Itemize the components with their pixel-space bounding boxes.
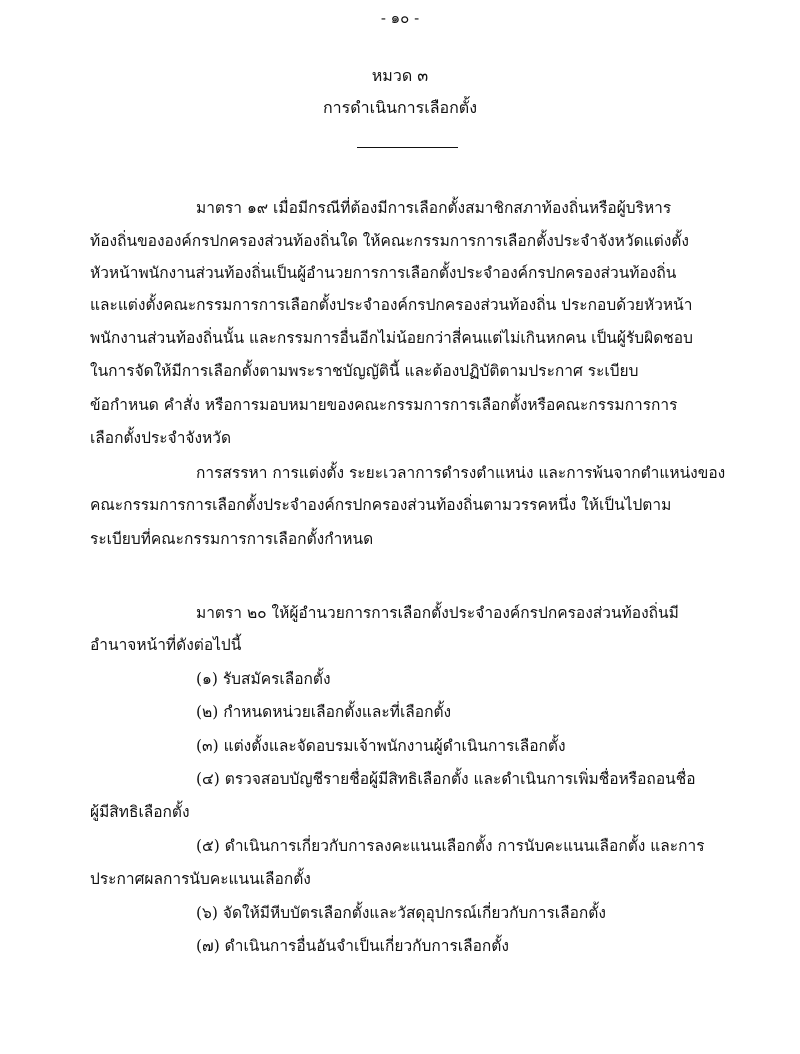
section-19-line: หัวหน้าพนักงานส่วนท้องถิ่นเป็นผู้อำนวยการการเลือกตั้งประจำองค์กรปกครองส่วนท้องถิ่น (90, 264, 677, 282)
section-20-line: อำนาจหน้าที่ดังต่อไปนี้ (90, 636, 242, 654)
chapter-subtitle: การดำเนินการเลือกตั้ง (322, 98, 478, 117)
section-19-line: มาตรา ๑๙ เมื่อมีกรณีที่ต้องมีการเลือกตั้งสมาชิกสภาท้องถิ่นหรือผู้บริหาร (196, 199, 672, 217)
section-19-line: ข้อกำหนด คำสั่ง หรือการมอบหมายของคณะกรรมการการเลือกตั้งหรือคณะกรรมการการ (90, 396, 678, 414)
section-19-line: และแต่งตั้งคณะกรรมการการเลือกตั้งประจำองค์กรปกครองส่วนท้องถิ่น ประกอบด้วยหัวหน้า (90, 296, 693, 314)
list-item: (๔) ตรวจสอบบัญชีรายชื่อผู้มีสิทธิเลือกตั้ง และดำเนินการเพิ่มชื่อหรือถอนชื่อ (196, 770, 696, 788)
list-item-continuation: ประกาศผลการนับคะแนนเลือกตั้ง (90, 870, 311, 888)
page-number: - ๑๐ - (380, 9, 420, 27)
list-item: (๑) รับสมัครเลือกตั้ง (196, 670, 331, 688)
section-19-para2-line: ระเบียบที่คณะกรรมการการเลือกตั้งกำหนด (90, 530, 374, 548)
section-20-line: มาตรา ๒๐ ให้ผู้อำนวยการการเลือกตั้งประจำองค์กรปกครองส่วนท้องถิ่นมี (196, 604, 679, 622)
list-item-continuation: ผู้มีสิทธิเลือกตั้ง (90, 803, 190, 821)
section-19-line: ในการจัดให้มีการเลือกตั้งตามพระราชบัญญัตินี้ และต้องปฏิบัติตามประกาศ ระเบียบ (90, 362, 639, 380)
section-19-line: เลือกตั้งประจำจังหวัด (90, 429, 232, 447)
list-item: (๕) ดำเนินการเกี่ยวกับการลงคะแนนเลือกตั้ง การนับคะแนนเลือกตั้ง และการ (196, 837, 705, 855)
section-19-line: ท้องถิ่นขององค์กรปกครองส่วนท้องถิ่นใด ให้คณะกรรมการการเลือกตั้งประจำจังหวัดแต่งตั้ง (90, 232, 689, 250)
chapter-title: หมวด ๓ (371, 66, 429, 85)
section-19-para2-line: การสรรหา การแต่งตั้ง ระยะเวลาการดำรงตำแหน่ง และการพ้นจากตำแหน่งของ (196, 464, 726, 482)
section-19-para2-line: คณะกรรมการการเลือกตั้งประจำองค์กรปกครองส่วนท้องถิ่นตามวรรคหนึ่ง ให้เป็นไปตาม (90, 496, 672, 514)
title-divider (357, 147, 458, 148)
list-item: (๓) แต่งตั้งและจัดอบรมเจ้าพนักงานผู้ดำเนินการเลือกตั้ง (196, 737, 566, 755)
list-item: (๗) ดำเนินการอื่นอันจำเป็นเกี่ยวกับการเลือกตั้ง (196, 937, 509, 955)
list-item: (๒) กำหนดหน่วยเลือกตั้งและที่เลือกตั้ง (196, 703, 452, 721)
list-item: (๖) จัดให้มีหีบบัตรเลือกตั้งและวัสดุอุปกรณ์เกี่ยวกับการเลือกตั้ง (196, 904, 606, 922)
section-19-line: พนักงานส่วนท้องถิ่นนั้น และกรรมการอื่นอีกไม่น้อยกว่าสี่คนแต่ไม่เกินหกคน เป็นผู้รับผิดชอบ (90, 329, 693, 347)
